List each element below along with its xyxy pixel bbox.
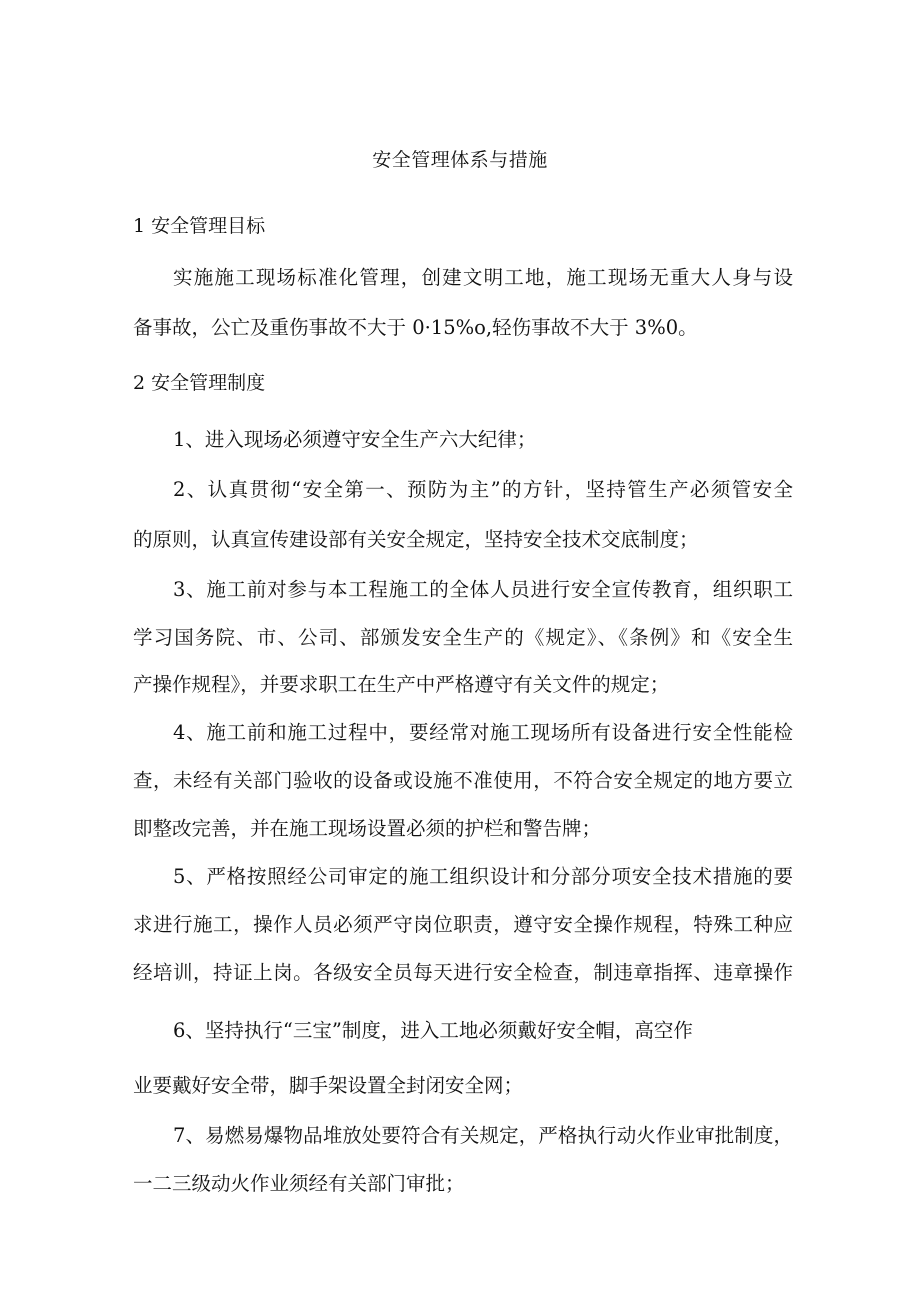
paragraph-line: 备事故，公亡及重伤事故不大于 0·15%o,轻伤事故不大于 3%0。 [133,316,698,339]
list-item-line: 产操作规程》，并要求职工在生产中严格遵守有关文件的规定； [133,673,670,696]
section-heading-goals: 1 安全管理目标 [133,215,266,237]
list-item-line: 5、严格按照经公司审定的施工组织设计和分部分项安全技术措施的要 [173,865,793,888]
list-item-line: 学习国务院、市、公司、部颁发安全生产的《规定》、《条例》和《安全生 [133,626,793,649]
list-item-line: 一二三级动火作业须经有关部门审批； [133,1172,465,1195]
list-item-line: 2、认真贯彻“安全第一、预防为主”的方针，坚持管生产必须管安全 [173,478,793,501]
list-item-line: 的原则，认真宣传建设部有关安全规定，坚持安全技术交底制度； [133,528,699,551]
page-title: 安全管理体系与措施 [372,149,548,171]
list-item-line: 查，未经有关部门验收的设备或设施不准使用，不符合安全规定的地方要立 [133,769,793,792]
list-item-line: 业要戴好安全带，脚手架设置全封闭安全网； [133,1074,524,1097]
list-item-line: 4、施工前和施工过程中，要经常对施工现场所有设备进行安全性能检 [173,721,793,744]
list-item-line: 7、易燃易爆物品堆放处要符合有关规定，严格执行动火作业审批制度， [173,1124,793,1147]
list-item-line: 即整改完善，并在施工现场设置必须的护栏和警告牌； [133,817,602,840]
list-item-line: 6、坚持执行“三宝”制度，进入工地必须戴好安全帽，高空作 [173,1019,693,1042]
list-item-line: 3、施工前对参与本工程施工的全体人员进行安全宣传教育，组织职工 [173,578,793,601]
list-item-line: 1、进入现场必须遵守安全生产六大纪律； [173,428,537,451]
list-item-line: 经培训，持证上岗。各级安全员每天进行安全检查，制违章指挥、违章操作 [133,961,793,984]
paragraph-line: 实施施工现场标准化管理，创建文明工地，施工现场无重大人身与设 [173,266,793,289]
section-heading-system: 2 安全管理制度 [133,372,266,394]
list-item-line: 求进行施工，操作人员必须严守岗位职责，遵守安全操作规程，特殊工种应 [133,913,793,936]
